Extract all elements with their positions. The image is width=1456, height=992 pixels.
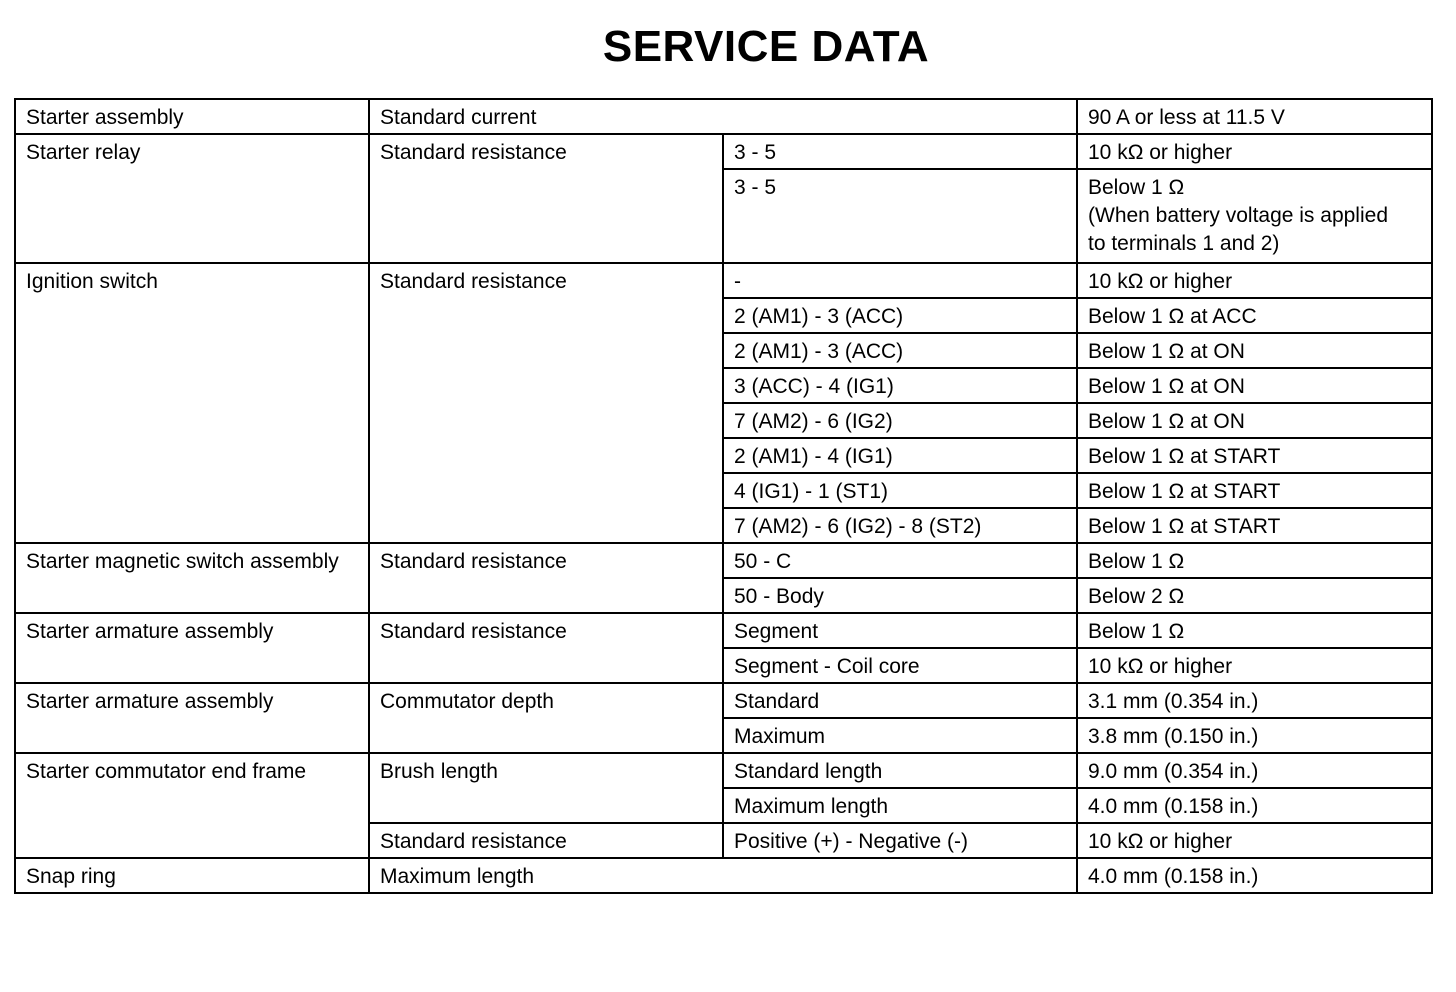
- item-cell: Maximum length: [369, 858, 1077, 893]
- value-line: to terminals 1 and 2): [1088, 232, 1280, 255]
- value-cell: Below 1 Ω: [1077, 613, 1432, 648]
- condition-cell: 3 - 5: [723, 134, 1077, 169]
- condition-cell: 2 (AM1) - 4 (IG1): [723, 438, 1077, 473]
- value-cell: 90 A or less at 11.5 V: [1077, 99, 1432, 134]
- condition-cell: -: [723, 263, 1077, 298]
- value-cell: Below 1 Ω at START: [1077, 473, 1432, 508]
- item-cell: Standard current: [369, 99, 1077, 134]
- value-cell: 3.8 mm (0.150 in.): [1077, 718, 1432, 753]
- value-cell: Below 1 Ω at ON: [1077, 333, 1432, 368]
- item-cell: Standard resistance: [369, 823, 723, 858]
- service-data-table: [14, 98, 1433, 894]
- table-row: [15, 99, 1432, 134]
- item-cell: Standard resistance: [369, 134, 723, 263]
- component-cell: Starter relay: [15, 134, 369, 263]
- item-cell: Commutator depth: [369, 683, 723, 753]
- table-row: [15, 134, 1432, 169]
- value-cell: Below 1 Ω at ACC: [1077, 298, 1432, 333]
- value-cell: Below 1 Ω at START: [1077, 438, 1432, 473]
- value-cell: 9.0 mm (0.354 in.): [1077, 753, 1432, 788]
- table-row: [15, 543, 1432, 578]
- condition-cell: Maximum length: [723, 788, 1077, 823]
- component-cell: Ignition switch: [15, 263, 369, 543]
- value-line: Below 1 Ω: [1088, 176, 1185, 199]
- condition-cell: 7 (AM2) - 6 (IG2) - 8 (ST2): [723, 508, 1077, 543]
- condition-cell: 2 (AM1) - 3 (ACC): [723, 298, 1077, 333]
- condition-cell: 4 (IG1) - 1 (ST1): [723, 473, 1077, 508]
- condition-cell: Positive (+) - Negative (-): [723, 823, 1077, 858]
- condition-cell: Standard length: [723, 753, 1077, 788]
- component-cell: Starter magnetic switch assembly: [15, 543, 369, 613]
- table-row: [15, 613, 1432, 648]
- condition-cell: 7 (AM2) - 6 (IG2): [723, 403, 1077, 438]
- value-cell: Below 1 Ω at ON: [1077, 368, 1432, 403]
- item-cell: Standard resistance: [369, 263, 723, 543]
- condition-cell: Segment: [723, 613, 1077, 648]
- component-cell: Starter commutator end frame: [15, 753, 369, 858]
- value-cell: [1077, 169, 1432, 263]
- component-cell: Starter armature assembly: [15, 613, 369, 683]
- item-cell: Brush length: [369, 753, 723, 823]
- table-row: [15, 263, 1432, 298]
- condition-cell: 50 - C: [723, 543, 1077, 578]
- condition-cell: Maximum: [723, 718, 1077, 753]
- condition-cell: 50 - Body: [723, 578, 1077, 613]
- condition-cell: 3 - 5: [723, 169, 1077, 263]
- component-cell: Starter assembly: [15, 99, 369, 134]
- condition-cell: Standard: [723, 683, 1077, 718]
- value-cell: 10 kΩ or higher: [1077, 823, 1432, 858]
- value-cell: 10 kΩ or higher: [1077, 648, 1432, 683]
- item-cell: Standard resistance: [369, 543, 723, 613]
- page-title: SERVICE DATA: [602, 22, 930, 71]
- condition-cell: 3 (ACC) - 4 (IG1): [723, 368, 1077, 403]
- condition-cell: 2 (AM1) - 3 (ACC): [723, 333, 1077, 368]
- value-line: (When battery voltage is applied: [1088, 204, 1388, 227]
- table-row: [15, 858, 1432, 893]
- value-cell: Below 1 Ω at START: [1077, 508, 1432, 543]
- value-cell: Below 1 Ω at ON: [1077, 403, 1432, 438]
- table-row: [15, 753, 1432, 788]
- value-cell: Below 1 Ω: [1077, 543, 1432, 578]
- value-cell: 4.0 mm (0.158 in.): [1077, 788, 1432, 823]
- component-cell: Snap ring: [15, 858, 369, 893]
- condition-cell: Segment - Coil core: [723, 648, 1077, 683]
- value-cell: Below 2 Ω: [1077, 578, 1432, 613]
- item-cell: Standard resistance: [369, 613, 723, 683]
- value-cell: 10 kΩ or higher: [1077, 134, 1432, 169]
- value-cell: 4.0 mm (0.158 in.): [1077, 858, 1432, 893]
- value-cell: 3.1 mm (0.354 in.): [1077, 683, 1432, 718]
- table-row: [15, 683, 1432, 718]
- value-cell: 10 kΩ or higher: [1077, 263, 1432, 298]
- component-cell: Starter armature assembly: [15, 683, 369, 753]
